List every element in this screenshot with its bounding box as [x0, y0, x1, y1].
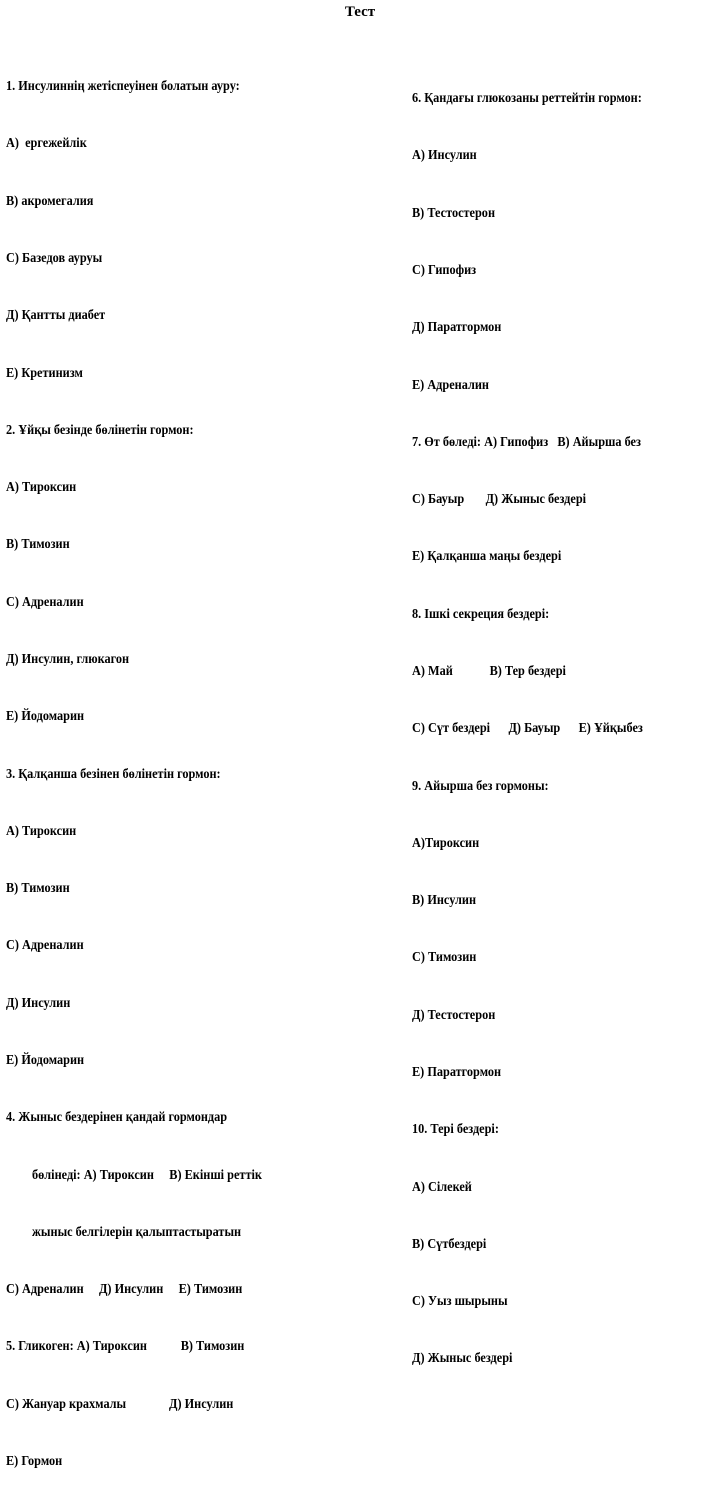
answer-10b: В) Сүтбездері [412, 1235, 487, 1251]
answer-3a: А) Тироксин [6, 822, 77, 838]
question-9: 9. Айырша без гормоны: [412, 777, 549, 793]
answer-8-row-2: С) Сүт бездері Д) Бауыр Е) Ұйқыбез [412, 720, 643, 736]
answer-2c: С) Адреналин [6, 593, 84, 609]
answer-4-row: С) Адреналин Д) Инсулин Е) Тимозин [6, 1281, 243, 1297]
answer-10a: А) Сілекей [412, 1178, 472, 1194]
answer-5-row: С) Жануар крахмалы Д) Инсулин [6, 1395, 234, 1411]
question-4-cont-2: жыныс белгілерін қалыптастыратын [32, 1223, 242, 1239]
answer-1d: Д) Қантты диабет [6, 307, 106, 323]
answer-2b: В) Тимозин [6, 536, 70, 552]
answer-9b: В) Инсулин [412, 892, 477, 908]
answer-6d: Д) Паратгормон [412, 319, 502, 335]
left-column [6, 38, 262, 1489]
answer-10d: Д) Жыныс бездері [412, 1350, 513, 1366]
answer-6b: В) Тестостерон [412, 204, 496, 220]
question-1: 1. Инсулиннің жетіспеуінен болатын ауру: [6, 78, 240, 94]
answer-3c: С) Адреналин [6, 937, 84, 953]
question-2: 2. Ұйқы безінде бөлінетін гормон: [6, 421, 194, 437]
answer-9c: С) Тимозин [412, 949, 477, 965]
answer-1b: В) акромегалия [6, 192, 94, 208]
question-8: 8. Ішкі секреция бездері: [412, 605, 550, 621]
answer-2d: Д) Инсулин, глюкагон [6, 651, 130, 666]
question-10: 10. Тері бездері: [412, 1121, 499, 1137]
answer-5e: Е) Гормон [6, 1452, 63, 1468]
answer-3b: В) Тимозин [6, 880, 70, 896]
question-4: 4. Жыныс бездерінен қандай гормондар [6, 1109, 228, 1125]
question-4-cont: бөлінеді: А) Тироксин В) Екінші реттік [32, 1166, 262, 1182]
question-7: 7. Өт бөледі: А) Гипофиз В) Айырша без [412, 433, 641, 449]
answer-9e: Е) Паратгормон [412, 1063, 502, 1079]
question-5: 5. Гликоген: А) Тироксин В) Тимозин [6, 1338, 245, 1354]
question-6: 6. Қандағы глюкозаны реттейтін гормон: [412, 90, 642, 106]
answer-1a: А) ергежейлік [6, 135, 87, 151]
answer-10c: С) Уыз шырыны [412, 1293, 508, 1309]
answer-7e: Е) Қалқанша маңы бездері [412, 548, 562, 564]
answer-9a: А)Тироксин [412, 834, 480, 850]
answer-2e: Е) Йодомарин [6, 708, 85, 724]
answer-3e: Е) Йодомарин [6, 1051, 85, 1067]
answer-6e: Е) Адреналин [412, 376, 489, 392]
answer-7-row: С) Бауыр Д) Жыныс бездері [412, 491, 587, 507]
answer-6a: А) Инсулин [412, 147, 477, 163]
answer-2a: А) Тироксин [6, 479, 77, 495]
answer-3d: Д) Инсулин [6, 994, 71, 1010]
right-column [412, 50, 719, 1387]
answer-9d: Д) Тестостерон [412, 1006, 496, 1022]
answer-1c: С) Базедов ауруы [6, 250, 103, 266]
answer-6c: С) Гипофиз [412, 262, 477, 278]
answer-8-row-1: А) Май В) Тер бездері [412, 663, 566, 678]
answer-1e: Е) Кретинизм [6, 364, 83, 380]
question-3: 3. Қалқанша безінен бөлінетін гормон: [6, 765, 221, 781]
page-title: Тест [344, 4, 376, 20]
